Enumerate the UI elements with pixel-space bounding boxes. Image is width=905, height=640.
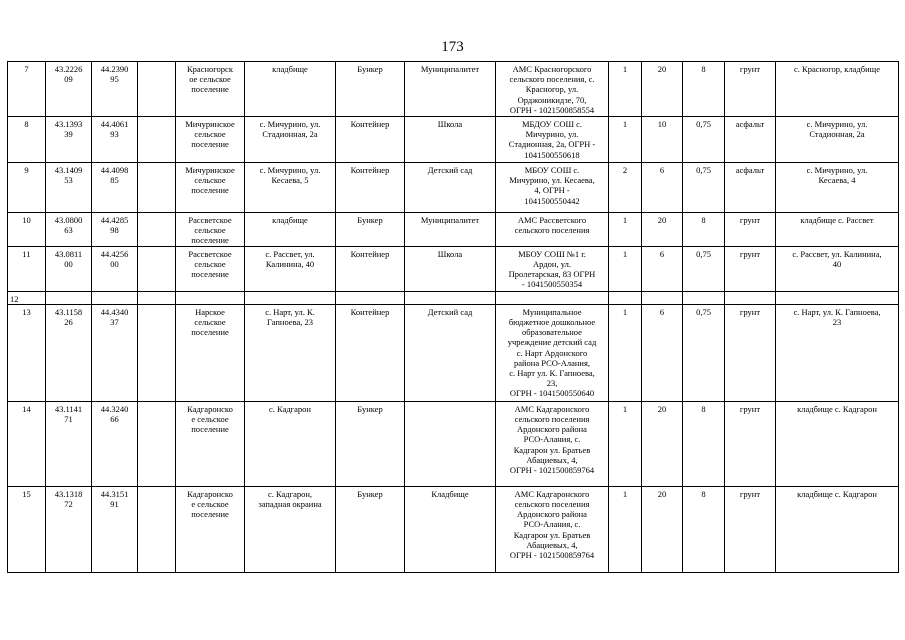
container-type-cell: Бункер — [336, 486, 405, 572]
volume-cell: 0,75 — [683, 163, 725, 213]
served-location-cell: кладбище с. Кадгарон — [776, 401, 899, 486]
row-number: 7 — [8, 62, 46, 117]
owner-cell: АМС Красногорского сельского поселения, с. Красногор, ул. Орджоникидзе, 70, ОГРН - 1021500858554 — [496, 62, 609, 117]
surface-cell: грунт — [725, 246, 776, 291]
row-number: 12 — [8, 291, 46, 304]
table-row — [8, 213, 899, 247]
page-number: 173 — [441, 39, 464, 55]
row-number: 8 — [8, 117, 46, 163]
owner-cell: МБДОУ СОШ с. Мичурино, ул. Стадионная, 2а, ОГРН - 1041500550618 — [496, 117, 609, 163]
owner-cell: АМС Рассветского сельского поселения — [496, 213, 609, 247]
waste-source-cell: Школа — [405, 117, 496, 163]
latitude-cell — [46, 291, 92, 304]
latitude-cell: 43.1409 53 — [46, 163, 92, 213]
latitude-cell: 43.1393 39 — [46, 117, 92, 163]
longitude-cell: 44.4098 85 — [92, 163, 138, 213]
served-location-cell: с. Красногор, кладбище — [776, 62, 899, 117]
empty-cell — [138, 62, 176, 117]
served-location-cell: с. Мичурино, ул. Кесаева, 4 — [776, 163, 899, 213]
served-location-cell: с. Мичурино, ул. Стадионная, 2а — [776, 117, 899, 163]
empty-cell — [138, 213, 176, 247]
volume-cell: 8 — [683, 486, 725, 572]
waste-source-cell: Детский сад — [405, 304, 496, 401]
area-cell: 10 — [642, 117, 683, 163]
row-number: 9 — [8, 163, 46, 213]
container-count-cell: 1 — [609, 117, 642, 163]
table-row — [8, 117, 899, 163]
longitude-cell: 44.4340 37 — [92, 304, 138, 401]
served-location-cell: с. Нарт, ул. К. Гапноева, 23 — [776, 304, 899, 401]
container-type-cell: Контейнер — [336, 304, 405, 401]
waste-source-cell — [405, 291, 496, 304]
table-row — [8, 62, 899, 117]
empty-cell — [138, 246, 176, 291]
owner-cell: МБОУ СОШ с. Мичурино, ул. Кесаева, 4, ОГРН - 1041500550442 — [496, 163, 609, 213]
area-cell: 20 — [642, 213, 683, 247]
waste-source-cell: Школа — [405, 246, 496, 291]
container-count-cell: 1 — [609, 62, 642, 117]
table-row — [8, 304, 899, 401]
surface-cell: грунт — [725, 401, 776, 486]
volume-cell: 8 — [683, 213, 725, 247]
volume-cell: 8 — [683, 62, 725, 117]
row-number: 11 — [8, 246, 46, 291]
served-location-cell: с. Рассвет, ул. Калинина, 40 — [776, 246, 899, 291]
settlement-cell: Мичуринское сельское поселение — [176, 117, 245, 163]
table-row — [8, 163, 899, 213]
area-cell: 6 — [642, 304, 683, 401]
empty-cell — [138, 163, 176, 213]
longitude-cell: 44.4285 98 — [92, 213, 138, 247]
container-count-cell: 1 — [609, 246, 642, 291]
empty-cell — [138, 401, 176, 486]
container-type-cell: Контейнер — [336, 246, 405, 291]
volume-cell: 0,75 — [683, 246, 725, 291]
latitude-cell: 43.1158 26 — [46, 304, 92, 401]
settlement-cell: Мичуринское сельское поселение — [176, 163, 245, 213]
address-cell: с. Мичурино, ул. Стадионная, 2а — [245, 117, 336, 163]
empty-cell — [138, 486, 176, 572]
row-number: 10 — [8, 213, 46, 247]
surface-cell: грунт — [725, 62, 776, 117]
latitude-cell: 43.0811 00 — [46, 246, 92, 291]
table-row — [8, 401, 899, 486]
area-cell: 6 — [642, 163, 683, 213]
owner-cell — [496, 291, 609, 304]
waste-source-cell: Муниципалитет — [405, 213, 496, 247]
owner-cell: АМС Кадгаронского сельского поселения Ардонского района РСО-Алания, с. Кадгарон ул. Братьев Абациевых, 4, ОГРН - 1021500859764 — [496, 401, 609, 486]
container-type-cell: Контейнер — [336, 117, 405, 163]
surface-cell: грунт — [725, 486, 776, 572]
address-cell — [245, 291, 336, 304]
empty-cell — [138, 291, 176, 304]
latitude-cell: 43.0800 63 — [46, 213, 92, 247]
longitude-cell: 44.2390 95 — [92, 62, 138, 117]
owner-cell: АМС Кадгаронского сельского поселения Ардонского района РСО-Алания, с. Кадгарон ул. Братьев Абациевых, 4, ОГРН - 1021500859764 — [496, 486, 609, 572]
waste-source-cell: Кладбище — [405, 486, 496, 572]
row-number: 13 — [8, 304, 46, 401]
container-count-cell: 1 — [609, 401, 642, 486]
container-count-cell: 2 — [609, 163, 642, 213]
waste-source-cell: Муниципалитет — [405, 62, 496, 117]
longitude-cell: 44.3151 91 — [92, 486, 138, 572]
longitude-cell: 44.3240 66 — [92, 401, 138, 486]
settlement-cell: Красногорск ое сельское поселение — [176, 62, 245, 117]
served-location-cell: кладбище с. Кадгарон — [776, 486, 899, 572]
surface-cell: асфальт — [725, 163, 776, 213]
waste-sites-table — [7, 61, 899, 573]
container-count-cell: 1 — [609, 304, 642, 401]
area-cell: 6 — [642, 246, 683, 291]
area-cell: 20 — [642, 62, 683, 117]
volume-cell: 0,75 — [683, 117, 725, 163]
longitude-cell — [92, 291, 138, 304]
empty-cell — [138, 304, 176, 401]
area-cell — [642, 291, 683, 304]
container-type-cell: Бункер — [336, 401, 405, 486]
empty-cell — [138, 117, 176, 163]
waste-source-cell: Детский сад — [405, 163, 496, 213]
container-type-cell: Бункер — [336, 213, 405, 247]
latitude-cell: 43.2226 09 — [46, 62, 92, 117]
volume-cell: 0,75 — [683, 304, 725, 401]
address-cell: кладбище — [245, 213, 336, 247]
row-number: 15 — [8, 486, 46, 572]
address-cell: с. Нарт, ул. К. Гапноева, 23 — [245, 304, 336, 401]
surface-cell: грунт — [725, 213, 776, 247]
settlement-cell: Кадгаронско е сельское поселение — [176, 401, 245, 486]
volume-cell: 8 — [683, 401, 725, 486]
row-number: 14 — [8, 401, 46, 486]
surface-cell — [725, 291, 776, 304]
settlement-cell: Кадгаронско е сельское поселение — [176, 486, 245, 572]
area-cell: 20 — [642, 486, 683, 572]
longitude-cell: 44.4061 93 — [92, 117, 138, 163]
owner-cell: Муниципальное бюджетное дошкольное образовательное учреждение детский сад с. Нарт Ардонского района РСО-Алания, с. Нарт ул. К. Гапноева, 23, ОГРН - 1041500550640 — [496, 304, 609, 401]
served-location-cell — [776, 291, 899, 304]
surface-cell: асфальт — [725, 117, 776, 163]
table-row — [8, 246, 899, 291]
container-count-cell — [609, 291, 642, 304]
container-type-cell: Контейнер — [336, 163, 405, 213]
latitude-cell: 43.1318 72 — [46, 486, 92, 572]
container-type-cell — [336, 291, 405, 304]
table-row — [8, 291, 899, 304]
served-location-cell: кладбище с. Рассвет — [776, 213, 899, 247]
settlement-cell — [176, 291, 245, 304]
address-cell: с. Рассвет, ул. Калинина, 40 — [245, 246, 336, 291]
longitude-cell: 44.4256 00 — [92, 246, 138, 291]
address-cell: кладбище — [245, 62, 336, 117]
settlement-cell: Нарское сельское поселение — [176, 304, 245, 401]
container-count-cell: 1 — [609, 486, 642, 572]
surface-cell: грунт — [725, 304, 776, 401]
settlement-cell: Рассветское сельское поселение — [176, 246, 245, 291]
address-cell: с. Кадгарон — [245, 401, 336, 486]
settlement-cell: Рассветское сельское поселение — [176, 213, 245, 247]
container-type-cell: Бункер — [336, 62, 405, 117]
area-cell: 20 — [642, 401, 683, 486]
owner-cell: МБОУ СОШ №1 г. Ардон, ул. Пролетарская, 83 ОГРН - 1041500550354 — [496, 246, 609, 291]
container-count-cell: 1 — [609, 213, 642, 247]
latitude-cell: 43.1141 71 — [46, 401, 92, 486]
table-row — [8, 486, 899, 572]
waste-source-cell — [405, 401, 496, 486]
volume-cell — [683, 291, 725, 304]
address-cell: с. Мичурино, ул. Кесаева, 5 — [245, 163, 336, 213]
address-cell: с. Кадгарон, западная окраина — [245, 486, 336, 572]
